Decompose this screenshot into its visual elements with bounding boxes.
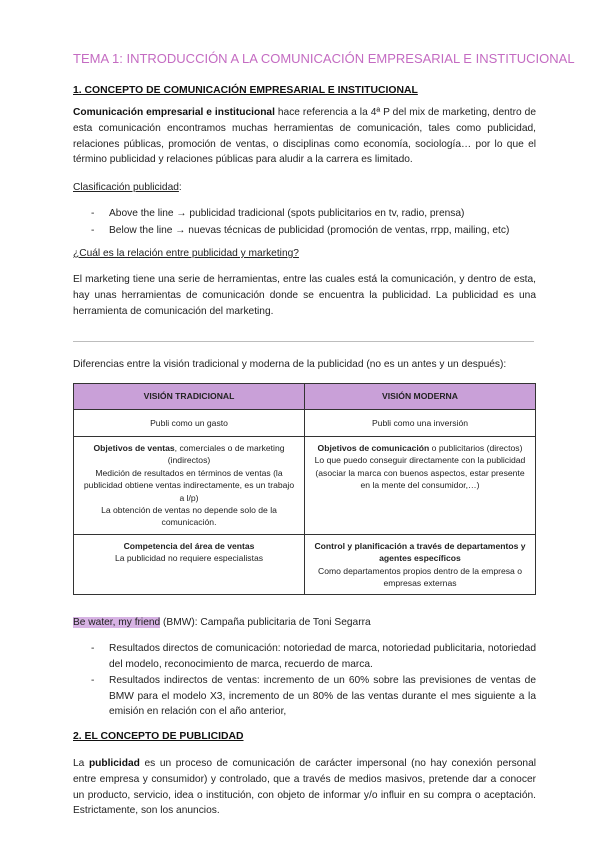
definition-text: es un proceso de comunicación de carácter impersonal (no hay conexión personal entre empresa y consumidor) y controlado, que a través de medios masivos, pretende dar a conocer un producto, servicio, idea o institución, con objeto de informar y/o influir en su compra o aceptación. Estrictamente, son los anuncios. [73,758,536,817]
table-row [74,534,536,595]
cell-bold: Competencia del área de ventas [123,540,255,551]
list-item: - Above the line → publicidad tradicional (spots publicitarios en tv, radio, prensa) [91,206,536,222]
comparison-table [73,383,536,595]
header-modern: VISIÓN MODERNA [305,384,536,410]
table-cell: Publi como un gasto [74,410,305,437]
table-header-row [74,384,536,410]
classification-colon: : [178,182,182,193]
table-cell [74,534,305,595]
answer-paragraph: El marketing tiene una serie de herramientas, entre las cuales está la comunicación, y dentro de esta, hay unas herramientas de comunicación donde se encuentra la publicidad. La publicidad es una herramienta de comunicación del marketing. [73,274,536,317]
cell-text: La publicidad no requiere especialistas [114,553,264,564]
cell-bold: Control y planificación a través de departamentos y agentes específicos [314,540,526,564]
classification-heading [73,182,182,193]
cell-text: Como departamentos propios dentro de la empresa o empresas externas [318,565,522,589]
definition-pre: La [73,758,89,769]
header-traditional: VISIÓN TRADICIONAL [74,384,305,410]
list-item-text: Above the line → publicidad tradicional (spots publicitarios en tv, radio, prensa) [109,208,465,219]
case-highlight: Be water, my friend [73,617,161,628]
list-item: - Resultados indirectos de ventas: incremento de un 60% sobre las previsiones de ventas de BMW para el modelo X3, incremento de un 80% de las ventas durante el mes siguiente a la emisión en relación con el año anterior, [91,673,536,720]
case-heading-text: (BMW): Campaña publicitaria de Toni Segarra [160,617,371,628]
list-item: - Resultados directos de comunicación: notoriedad de marca, notoriedad publicitaria, notoriedad del modelo, reconocimiento de marca, recuerdo de marca. [91,641,536,672]
table-cell: Publi como una inversión [305,410,536,437]
case-heading [73,615,536,631]
cell-bold: Objetivos de comunicación [317,443,430,453]
list-item: - Below the line → nuevas técnicas de publicidad (promoción de ventas, rrpp, mailing, etc) [91,223,536,239]
differences-intro: Diferencias entre la visión tradicional y moderna de la publicidad (no es un antes y un después): [73,359,507,370]
intro-text: hace referencia a la 4ª P del mix de marketing, dentro de esta comunicación encontramos muchas herramientas de comunicación, tales como publicidad, relaciones públicas, promoción de ventas, o disciplinas como economía, sociología… por lo que el término publicidad y relaciones públicas para aludir a la carrera es limitado. [73,107,536,166]
cell-text: Lo que puedo conseguir directamente con la publicidad (asociar la marca con buenos aspectos, estar presente en la mente del consumidor,…) [314,455,526,491]
table-cell [74,437,305,535]
cell-text: La obtención de ventas no depende solo de la comunicación. [101,505,277,528]
list-item-text: Resultados indirectos de ventas: incremento de un 60% sobre las previsiones de ventas de BMW para el modelo X3, incremento de un 80% de las ventas durante el mes siguiente a la emisión en relación con el año anterior, [109,675,536,717]
list-item-text: Below the line → nuevas técnicas de publicidad (promoción de ventas, rrpp, mailing, etc) [109,225,510,236]
cell-text: o publicitarios (directos) [429,443,523,453]
list-item-text: Resultados directos de comunicación: notoriedad de marca, notoriedad publicitaria, notoriedad del modelo, reconocimiento de marca, recuerdo de marca. [109,643,536,670]
page-title: TEMA 1: INTRODUCCIÓN A LA COMUNICACIÓN EMPRESARIAL E INSTITUCIONAL [73,51,575,66]
definition-paragraph [73,756,536,819]
divider [73,341,534,342]
section-1-heading: 1. CONCEPTO DE COMUNICACIÓN EMPRESARIAL E INSTITUCIONAL [73,85,418,96]
cell-bold: Objetivos de ventas [93,443,175,453]
table-cell [305,534,536,595]
cell-text: Medición de resultados en términos de ventas (la publicidad obtiene ventas indirectamente, es un trabajo a l/p) [83,467,295,503]
table-row [74,437,536,535]
table-row [74,410,536,437]
definition-bold-term: publicidad [88,758,140,769]
question-heading: ¿Cuál es la relación entre publicidad y marketing? [73,248,299,259]
intro-bold-term: Comunicación empresarial e institucional [73,107,275,118]
section-2-heading: 2. EL CONCEPTO DE PUBLICIDAD [73,731,244,742]
intro-paragraph [73,105,536,168]
cell-text: , comerciales o de marketing (indirectos) [167,443,285,466]
table-cell [305,437,536,535]
classification-label: Clasificación publicidad [73,182,179,193]
